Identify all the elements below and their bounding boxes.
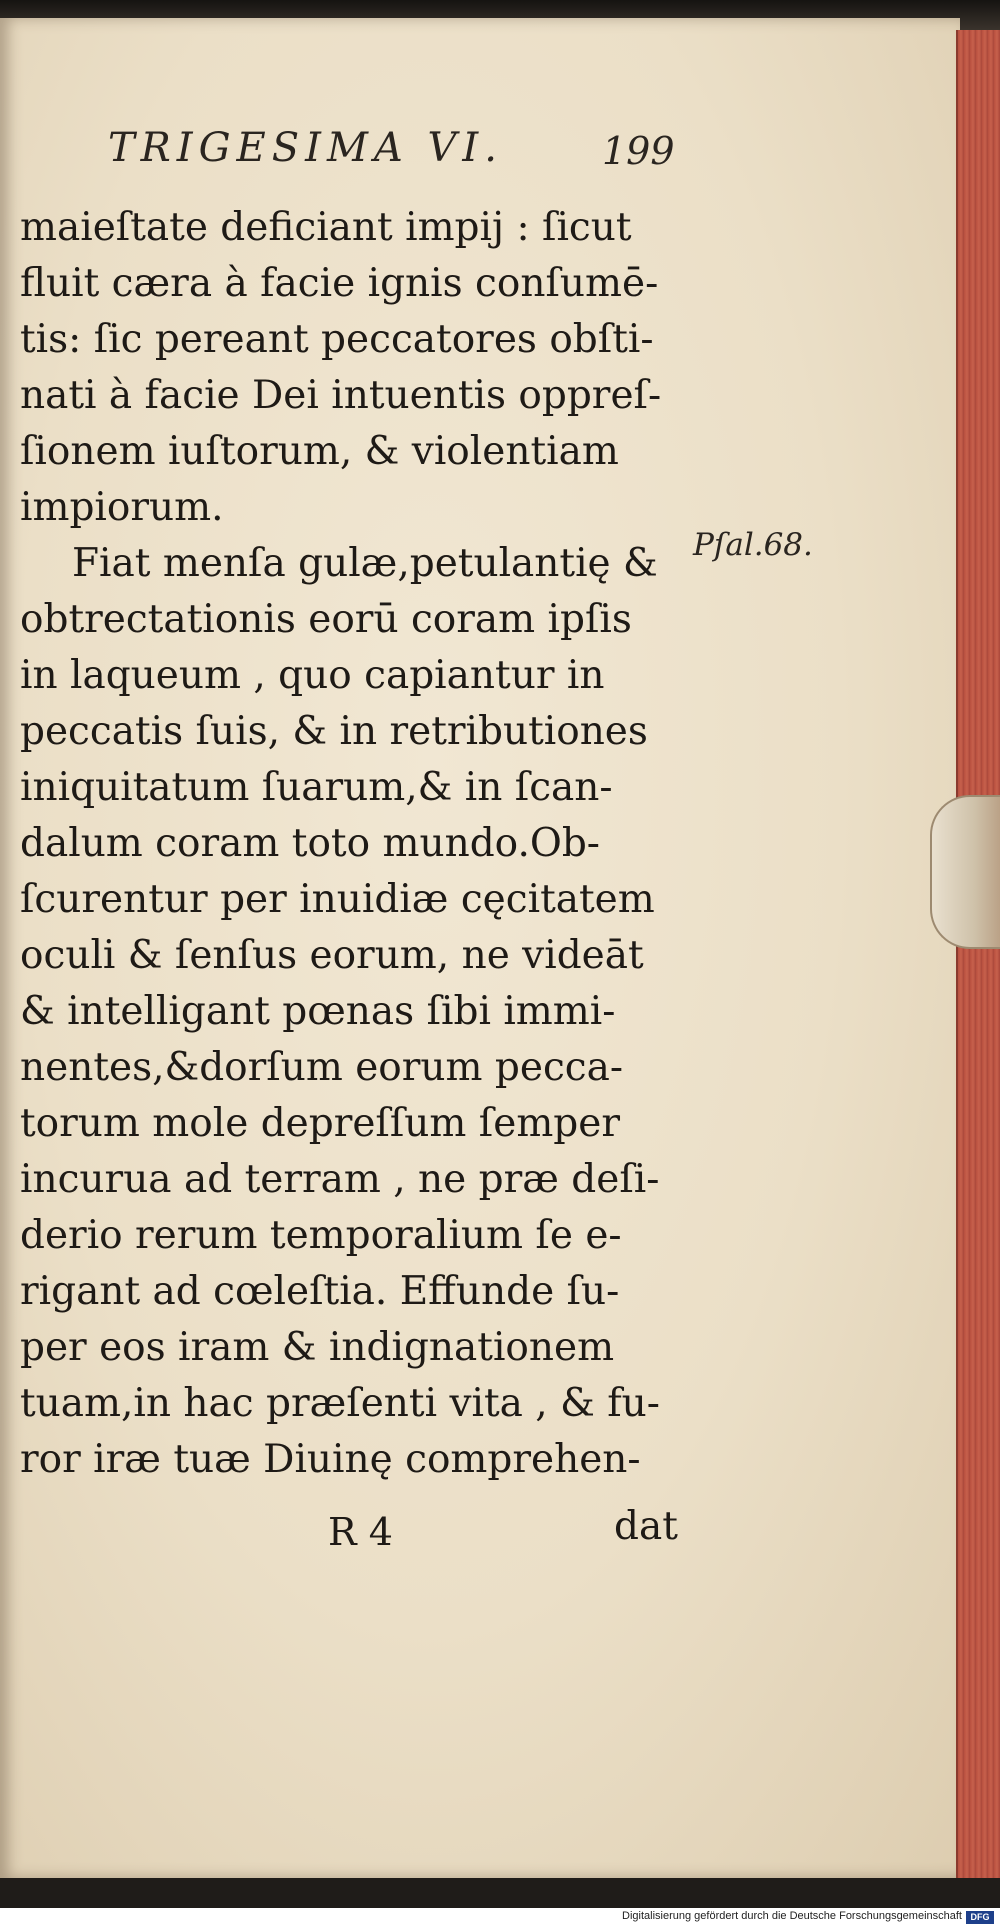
text-line: obtrectationis eorū coram ipſis (20, 597, 632, 642)
text-line: nati à facie Dei intuentis oppreſ- (20, 373, 662, 418)
text-line: peccatis ſuis, & in retributiones (20, 709, 648, 754)
dfg-logo-icon: DFG (966, 1911, 994, 1924)
book-bottom-shadow (0, 1878, 1000, 1908)
text-line: fluit cæra à facie ignis conſumē- (20, 261, 659, 306)
body-text (20, 200, 680, 1488)
text-line: in laqueum , quo capiantur in (20, 653, 605, 698)
text-line: oculi & ſenſus eorum, ne videāt (20, 933, 644, 978)
text-line: & intelligant pœnas ſibi immi- (20, 989, 616, 1034)
bookmark-tab (930, 795, 1000, 949)
text-line: per eos iram & indignationem (20, 1325, 615, 1370)
text-line: rigant ad cœleſtia. Effunde ſu- (20, 1269, 620, 1314)
marginal-note: Pſal.68. (693, 527, 813, 563)
text-line: nentes,&dorſum eorum pecca- (20, 1045, 624, 1090)
text-line: tis: ſic pereant peccatores obſti- (20, 317, 654, 362)
signature-mark: R 4 (328, 1510, 393, 1554)
text-line: derio rerum temporalium ſe e- (20, 1213, 622, 1258)
text-line: ſionem iuſtorum, & violentiam (20, 429, 619, 474)
running-title: TRIGESIMA VI. (108, 125, 503, 171)
page-fore-edge (956, 30, 1000, 1880)
text-line: impiorum. (20, 485, 224, 530)
page-number: 199 (602, 129, 675, 173)
text-line: tuam,in hac præſenti vita , & fu- (20, 1381, 660, 1426)
text-line: ror iræ tuæ Diuinę comprehen- (20, 1437, 641, 1482)
footer-bar (0, 1908, 1000, 1928)
footer-credit: Digitalisierung gefördert durch die Deutsche Forschungsgemeinschaft (622, 1910, 962, 1922)
text-line: Fiat menſa gulæ,petulantię & (72, 541, 658, 586)
text-line: ſcurentur per inuidiæ cęcitatem (20, 877, 655, 922)
text-line: iniquitatum ſuarum,& in ſcan- (20, 765, 613, 810)
text-line: maieſtate deficiant impij : ſicut (20, 205, 632, 250)
text-line: dalum coram toto mundo.Ob- (20, 821, 600, 866)
text-line: torum mole depreſſum ſemper (20, 1101, 620, 1146)
catchword: dat (614, 1504, 678, 1549)
text-line: incurua ad terram , ne præ deſi- (20, 1157, 660, 1202)
